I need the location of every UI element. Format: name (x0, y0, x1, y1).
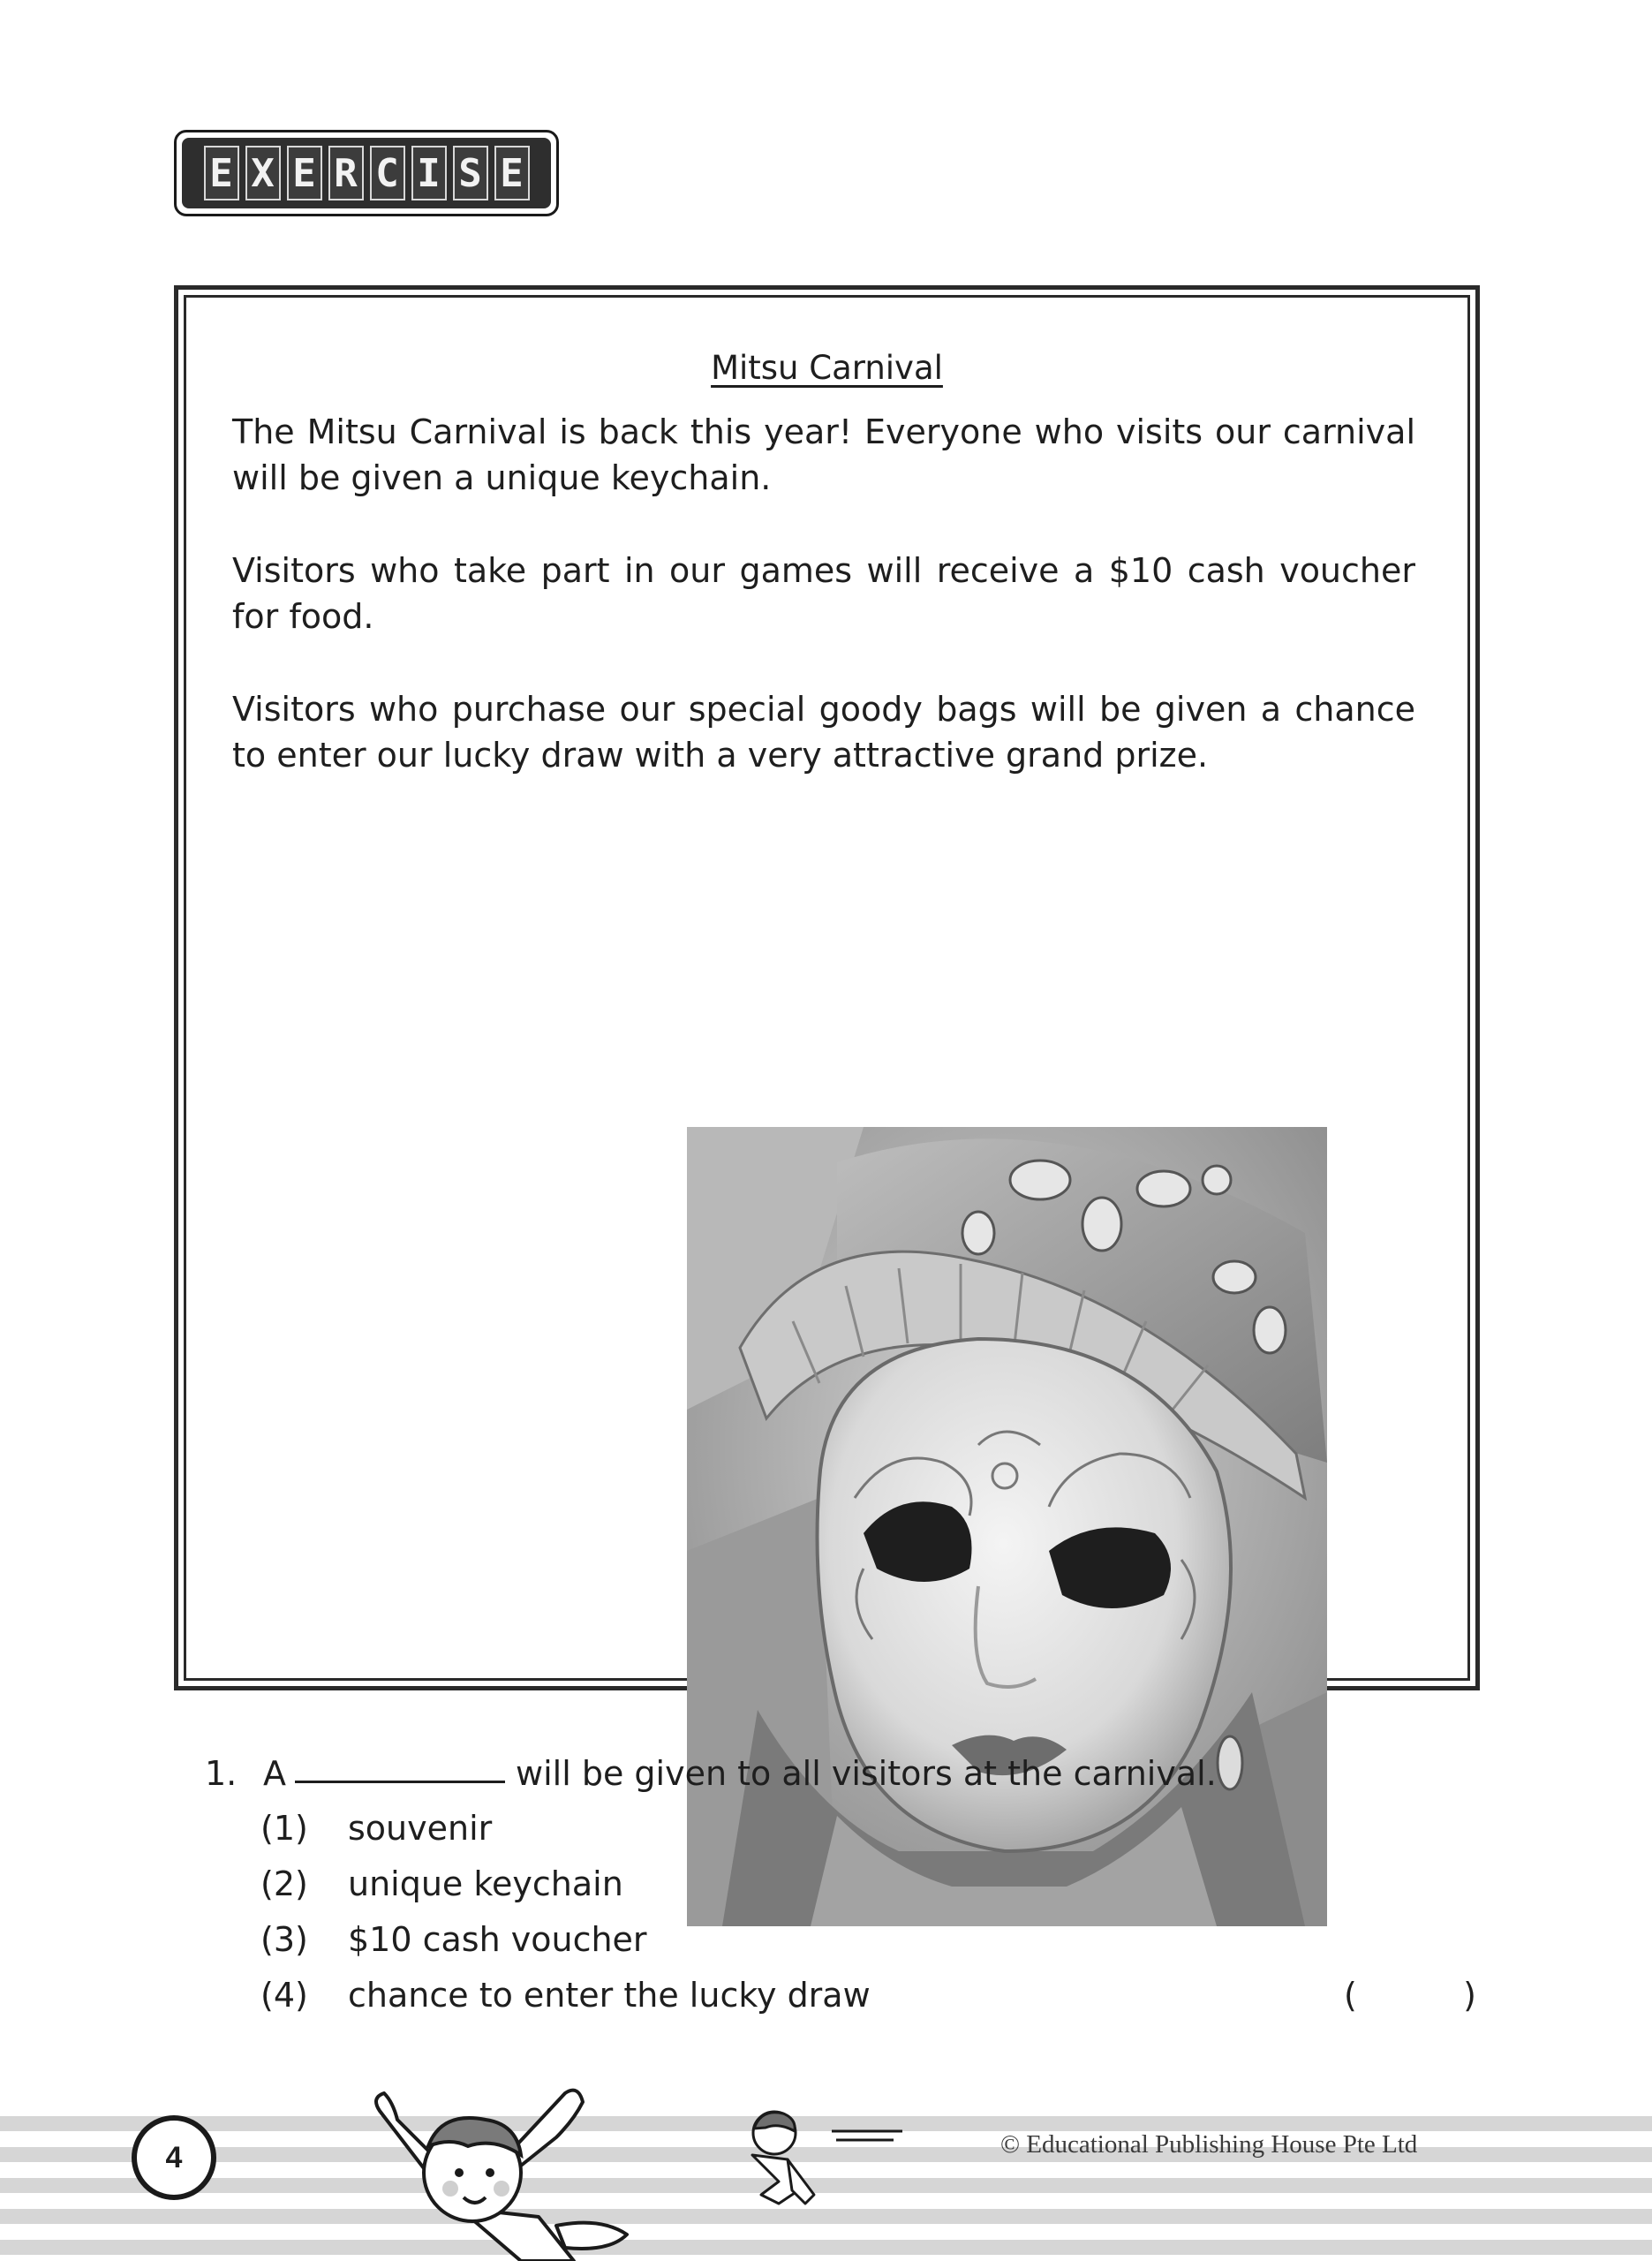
badge-letter: S (453, 146, 488, 200)
option-text: unique keychain (348, 1864, 623, 1903)
option-4[interactable] (205, 1963, 1476, 2019)
option-1[interactable] (205, 1796, 1476, 1852)
question-stem-after: will be given to all visitors at the carnival. (516, 1754, 1217, 1793)
question-stem (205, 1751, 1476, 1796)
passage-paragraph: The Mitsu Carnival is back this year! Everyone who visits our carnival will be given a unique keychain. (232, 412, 1415, 497)
badge-letter: C (370, 146, 405, 200)
option-text: souvenir (348, 1809, 493, 1848)
passage-paragraph: Visitors who take part in our games will receive a $10 cash voucher for food. (232, 551, 1415, 636)
answer-bracket-open: ( (1344, 1976, 1357, 2015)
option-3[interactable] (205, 1908, 1476, 1963)
badge-letter: E (287, 146, 322, 200)
badge-letter: R (328, 146, 364, 200)
answer-blank (295, 1759, 505, 1783)
answer-bracket[interactable] (1344, 1972, 1476, 2018)
option-number: (4) (260, 1976, 308, 2015)
cartoon-boy-icon (362, 2084, 645, 2261)
page-number: 4 (132, 2115, 216, 2200)
passage-box (174, 285, 1480, 1690)
running-boy-icon (726, 2106, 907, 2208)
option-number: (3) (260, 1920, 308, 1959)
exercise-badge-letters (182, 138, 551, 208)
badge-letter: E (204, 146, 239, 200)
option-text: $10 cash voucher (348, 1920, 647, 1959)
question-stem-before: A (263, 1754, 286, 1793)
footer-stripe (0, 2240, 1652, 2255)
answer-bracket-close: ) (1463, 1976, 1476, 2015)
option-number: (2) (260, 1864, 308, 1903)
copyright-notice: © Educational Publishing House Pte Ltd (1000, 2130, 1418, 2159)
badge-letter: I (411, 146, 447, 200)
question-1 (205, 1751, 1476, 2019)
passage-inner-frame (184, 295, 1470, 1681)
footer-stripe (0, 2209, 1652, 2224)
question-number: 1. (205, 1754, 238, 1793)
passage-paragraph: Visitors who purchase our special goody bags will be given a chance to enter our lucky draw with a very attractive grand prize. (232, 690, 1415, 775)
option-number: (1) (260, 1809, 308, 1848)
badge-letter: X (245, 146, 281, 200)
option-2[interactable] (205, 1852, 1476, 1908)
badge-letter: E (494, 146, 530, 200)
passage-title: Mitsu Carnival (711, 349, 943, 387)
option-text: chance to enter the lucky draw (348, 1976, 871, 2015)
exercise-badge (174, 130, 559, 216)
